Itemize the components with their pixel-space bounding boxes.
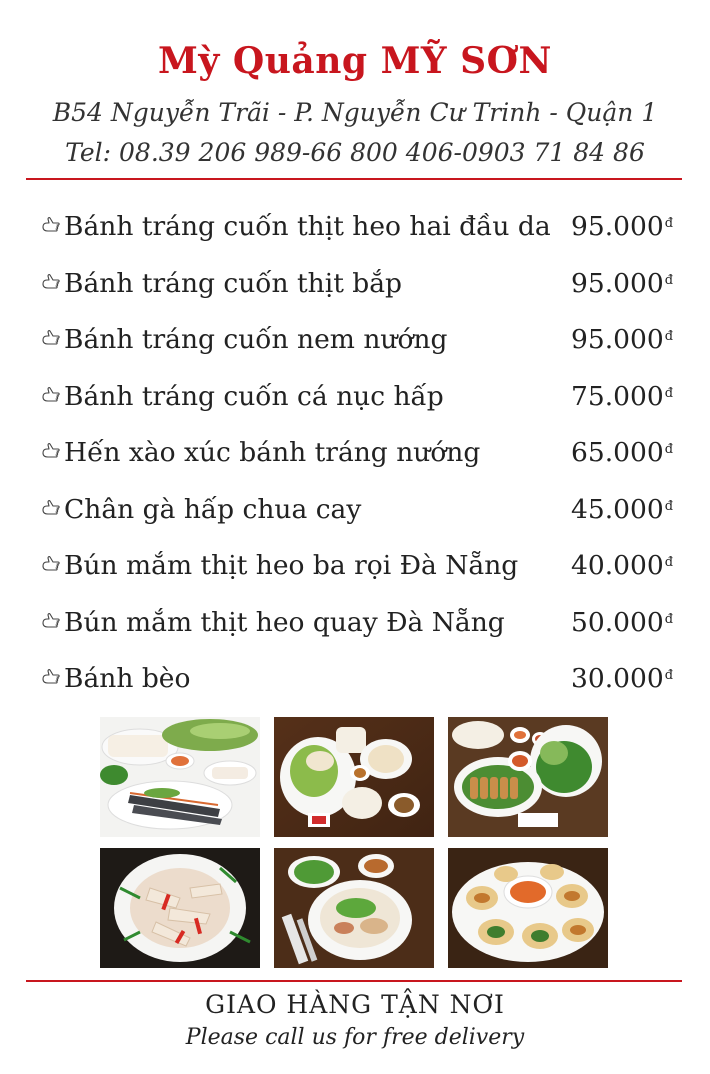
menu-item-price [571,208,673,246]
menu-item-name: Bánh tráng cuốn cá nục hấp [64,380,444,412]
food-photo-platter [274,717,434,837]
pointing-hand-icon [40,272,62,294]
price-value: 65.000 [571,437,664,468]
menu-item [40,378,680,435]
currency-mark: đ [664,385,674,401]
pointing-hand-icon [40,215,62,237]
pointing-hand-icon [40,667,62,689]
pointing-hand-icon [40,441,62,463]
restaurant-address: B54 Nguyễn Trãi - P. Nguyễn Cư Trinh - Quận 1 [52,98,658,127]
menu-item [40,321,680,378]
currency-mark: đ [664,498,674,514]
menu-item-price [571,434,673,472]
currency-mark: đ [664,329,674,344]
price-value: 45.000 [571,493,664,525]
pointing-hand-icon [40,385,62,407]
menu-item-price [571,547,673,585]
menu-item [40,491,680,548]
menu-item-price [571,265,673,303]
pointing-hand-icon [40,498,62,520]
price-value: 95.000 [571,211,664,242]
price-value: 40.000 [571,550,664,581]
menu-item-name: Chân gà hấp chua cay [64,493,362,525]
restaurant-phone: Tel: 08.39 206 989-66 800 406-0903 71 84 86 [65,138,645,167]
header-divider [26,178,682,180]
pointing-hand-icon [40,554,62,576]
pointing-hand-icon [40,611,62,633]
menu-item [40,547,680,604]
currency-mark: đ [664,216,674,231]
food-photo-chicken-feet [100,848,260,968]
food-photo-fish-rolls [100,717,260,837]
menu-item-price [571,378,673,416]
menu-item-name: Hến xào xúc bánh tráng nướng [64,437,481,468]
price-value: 95.000 [571,267,664,299]
menu-item-name: Bún mắm thịt heo quay Đà Nẵng [64,606,505,638]
footer-divider [26,980,682,982]
food-photo-noodle-bowl [274,848,434,968]
menu-item-price [571,321,673,359]
menu-item-price [571,491,673,529]
restaurant-title: Mỳ Quảng MỸ SƠN [158,40,552,82]
currency-mark: đ [664,555,674,570]
menu-item [40,434,680,491]
currency-mark: đ [664,442,674,457]
menu-list [40,208,680,717]
price-value: 75.000 [571,380,664,412]
currency-mark: đ [664,668,674,683]
food-photo-banh-beo [448,848,608,968]
food-photo-spring-rolls [448,717,608,837]
food-photo-grid [100,717,608,969]
delivery-heading: GIAO HÀNG TẬN NƠI [205,990,505,1019]
menu-item-price [571,660,673,698]
menu-item [40,604,680,661]
menu-item [40,660,680,717]
menu-item [40,208,680,265]
price-value: 30.000 [571,663,664,694]
menu-item-name: Bánh tráng cuốn thịt heo hai đầu da [64,211,551,242]
menu-item-name: Bánh tráng cuốn thịt bắp [64,267,403,299]
menu-item-name: Bánh tráng cuốn nem nướng [64,324,448,355]
price-value: 50.000 [571,606,664,638]
menu-item-name: Bún mắm thịt heo ba rọi Đà Nẵng [64,550,519,581]
menu-item [40,265,680,322]
menu-item-price [571,604,673,642]
menu-item-name: Bánh bèo [64,663,191,694]
currency-mark: đ [664,611,674,627]
pointing-hand-icon [40,328,62,350]
currency-mark: đ [664,272,674,288]
delivery-subtext: Please call us for free delivery [185,1025,525,1050]
price-value: 95.000 [571,324,664,355]
